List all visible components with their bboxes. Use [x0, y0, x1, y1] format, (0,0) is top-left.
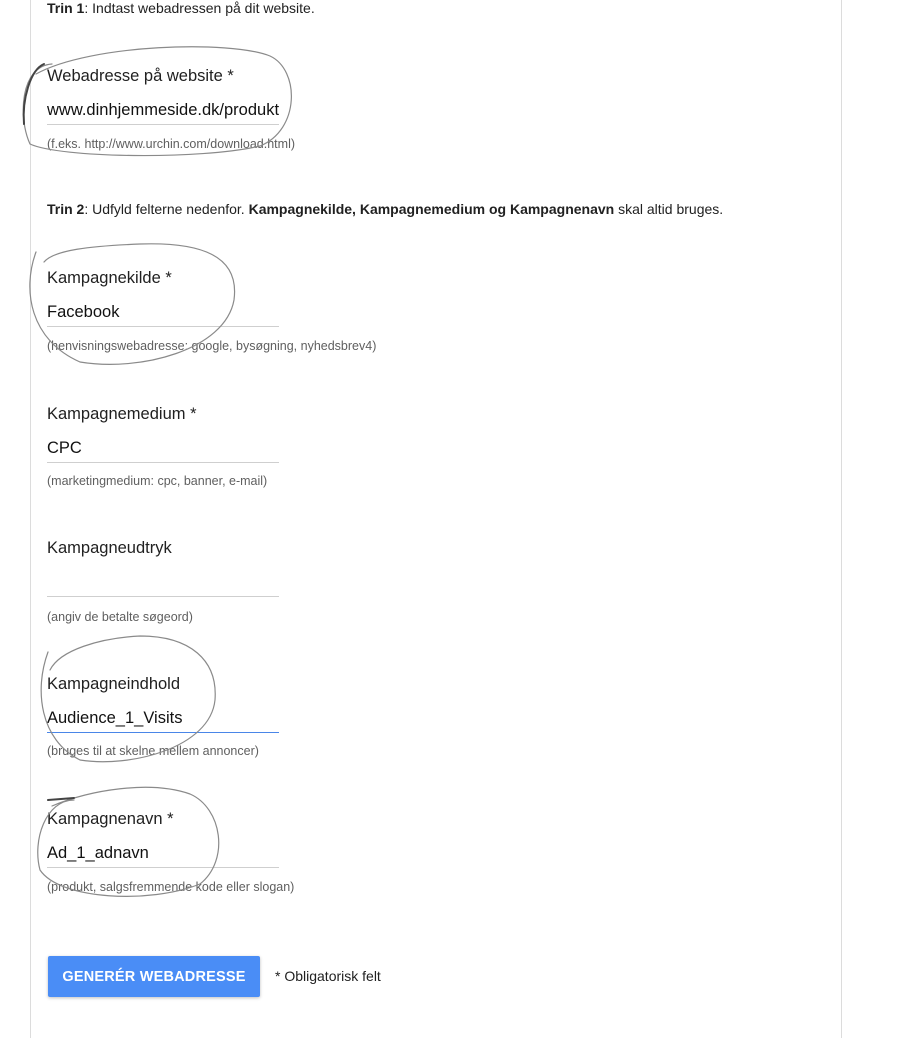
website-url-hint: (f.eks. http://www.urchin.com/download.html)	[47, 137, 296, 151]
campaign-term-field	[47, 537, 279, 597]
website-url-label: Webadresse på website *	[47, 67, 234, 85]
step-2-text-before: : Udfyld felterne nedenfor.	[84, 201, 249, 217]
step-2-instruction	[47, 201, 723, 217]
generate-url-button[interactable]: GENERÉR WEBADRESSE	[48, 956, 260, 997]
step-1-prefix: Trin 1	[47, 0, 85, 16]
campaign-name-field	[47, 808, 279, 868]
step-2-prefix: Trin 2	[47, 201, 85, 217]
campaign-term-label: Kampagneudtryk	[47, 539, 172, 557]
campaign-medium-input[interactable]	[47, 435, 279, 463]
campaign-name-input[interactable]	[47, 840, 279, 868]
step-2-required-fields: Kampagnekilde, Kampagnemedium og Kampagnenavn	[248, 201, 615, 217]
step-1-instruction	[47, 0, 315, 16]
campaign-source-input[interactable]	[47, 299, 279, 327]
campaign-term-input[interactable]	[47, 569, 279, 597]
campaign-source-hint: (henvisningswebadresse: google, bysøgning, nyhedsbrev4)	[47, 339, 377, 353]
step-2-text-after: skal altid bruges.	[614, 201, 724, 217]
website-url-input[interactable]	[47, 97, 279, 125]
campaign-medium-hint: (marketingmedium: cpc, banner, e-mail)	[47, 474, 268, 488]
website-url-field	[47, 65, 279, 125]
campaign-medium-field	[47, 403, 279, 463]
campaign-name-hint: (produkt, salgsfremmende kode eller slogan)	[47, 880, 295, 894]
campaign-content-input[interactable]	[47, 705, 279, 733]
campaign-source-label: Kampagnekilde *	[47, 269, 172, 287]
campaign-content-label: Kampagneindhold	[47, 675, 181, 693]
campaign-content-field	[47, 673, 279, 733]
required-field-note: * Obligatorisk felt	[275, 968, 381, 984]
campaign-source-field	[47, 267, 279, 327]
step-1-text: : Indtast webadressen på dit website.	[84, 0, 315, 16]
campaign-content-hint: (bruges til at skelne mellem annoncer)	[47, 744, 259, 758]
campaign-term-hint: (angiv de betalte søgeord)	[47, 610, 193, 624]
campaign-name-label: Kampagnenavn *	[47, 810, 174, 828]
campaign-medium-label: Kampagnemedium *	[47, 405, 197, 423]
